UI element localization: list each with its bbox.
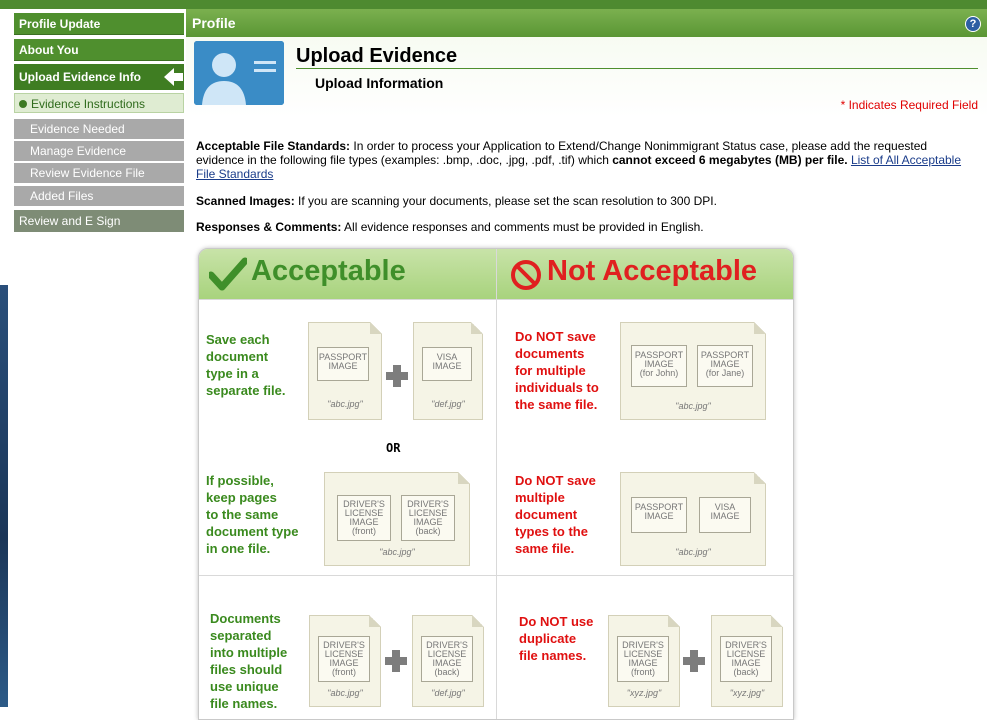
row-divider (199, 575, 793, 576)
arrow-left-icon (162, 66, 184, 88)
file-name-label: "xyz.jpg" (626, 688, 662, 698)
file-standards-label: Acceptable File Standards: (196, 139, 351, 153)
title-divider (296, 68, 978, 69)
sidebar-item-label: Manage Evidence (30, 144, 127, 158)
help-icon[interactable]: ? (965, 16, 981, 32)
sidebar-item-upload-evidence-info[interactable] (14, 64, 184, 90)
sidebar-item-label: About You (19, 43, 79, 57)
document-image (608, 615, 680, 707)
file-name-label: "def.jpg" (431, 399, 465, 409)
main-content (186, 9, 987, 711)
checkmark-icon (209, 257, 247, 291)
document-image (412, 615, 484, 707)
sidebar-item-label: Added Files (30, 189, 94, 203)
section-header-title: Profile (192, 15, 236, 31)
scanned-images-text: If you are scanning your documents, please set the scan resolution to 300 DPI. (294, 194, 717, 208)
drivers-license-image-box: DRIVER'S LICENSE IMAGE (front) (337, 495, 391, 541)
page-subtitle: Upload Information (315, 75, 444, 91)
sidebar-item-label: Evidence Needed (30, 122, 125, 136)
sidebar-item-profile-update[interactable] (14, 13, 184, 35)
row-divider (199, 299, 793, 300)
file-standards-link[interactable]: List of All Acceptable File Standards (196, 153, 962, 181)
or-label: OR (386, 441, 401, 455)
scanned-images-label: Scanned Images: (196, 194, 295, 208)
sidebar-item-evidence-needed[interactable] (14, 119, 184, 139)
document-image (324, 472, 470, 566)
not-acceptable-heading: Not Acceptable (547, 255, 758, 287)
not-acceptable-rule-3: Do NOT use duplicate file names. (519, 614, 594, 663)
file-name-label: "abc.jpg" (675, 401, 711, 411)
sidebar-item-review-and-e-sign[interactable] (14, 210, 184, 232)
prohibited-icon (510, 259, 542, 291)
file-name-label: "abc.jpg" (327, 688, 363, 698)
drivers-license-image-box: DRIVER'S LICENSE IMAGE (back) (421, 636, 473, 682)
document-image (308, 322, 382, 420)
passport-image-box: PASSPORT IMAGE (for John) (631, 345, 687, 387)
file-size-limit: cannot exceed 6 megabytes (MB) per file. (612, 153, 848, 167)
column-divider (496, 249, 497, 719)
passport-image-box: PASSPORT IMAGE (631, 497, 687, 533)
sidebar-item-evidence-instructions[interactable] (14, 93, 184, 113)
document-image (620, 472, 766, 566)
sidebar-item-label: Evidence Instructions (31, 97, 146, 111)
file-name-label: "abc.jpg" (379, 547, 415, 557)
acceptable-rule-1: Save each document type in a separate file. (206, 332, 286, 398)
document-image (711, 615, 783, 707)
sidebar-item-label: Review and E Sign (19, 214, 121, 228)
visa-image-box: VISA IMAGE (422, 347, 472, 381)
sidebar-item-label: Review Evidence File (30, 166, 145, 180)
sidebar-item-label: Profile Update (19, 17, 101, 31)
sidebar-item-review-evidence-file[interactable] (14, 163, 184, 183)
plus-icon (385, 650, 407, 672)
acceptable-heading: Acceptable (251, 255, 406, 287)
page-title: Upload Evidence (296, 45, 458, 67)
acceptable-rule-3: Documents separated into multiple files should use unique file names. (210, 611, 288, 711)
passport-image-box: PASSPORT IMAGE (317, 347, 369, 381)
document-image (620, 322, 766, 420)
passport-image-box: PASSPORT IMAGE (for Jane) (697, 345, 753, 387)
not-acceptable-rule-2: Do NOT save multiple document types to the same file. (515, 473, 596, 556)
user-profile-icon (194, 41, 284, 105)
file-standards-text: In order to process your Application to Extend/Change Nonimmigrant Status case, please add the requested evidence in the following file types (examples: .bmp, .doc, .jpg, .pdf, .tif) which (196, 139, 928, 167)
visa-image-box: VISA IMAGE (699, 497, 751, 533)
required-field-note: * Indicates Required Field (840, 98, 978, 112)
drivers-license-image-box: DRIVER'S LICENSE IMAGE (front) (617, 636, 669, 682)
file-name-label: "abc.jpg" (327, 399, 363, 409)
file-name-label: "def.jpg" (431, 688, 465, 698)
file-standards-paragraph (196, 139, 976, 181)
drivers-license-image-box: DRIVER'S LICENSE IMAGE (front) (318, 636, 370, 682)
sidebar-item-manage-evidence[interactable] (14, 141, 184, 161)
file-guidelines-graphic (198, 248, 794, 720)
document-image (413, 322, 483, 420)
responses-text: All evidence responses and comments must be provided in English. (341, 220, 704, 234)
not-acceptable-rule-1: Do NOT save documents for multiple individuals to the same file. (515, 329, 599, 412)
drivers-license-image-box: DRIVER'S LICENSE IMAGE (back) (401, 495, 455, 541)
top-bar (0, 0, 987, 9)
file-name-label: "abc.jpg" (675, 547, 711, 557)
drivers-license-image-box: DRIVER'S LICENSE IMAGE (back) (720, 636, 772, 682)
scanned-images-paragraph (196, 194, 976, 208)
acceptable-rule-2: If possible, keep pages to the same document type in one file. (206, 473, 299, 556)
sidebar-item-about-you[interactable] (14, 39, 184, 61)
sidebar-item-label: Upload Evidence Info (19, 70, 142, 84)
current-step-icon (19, 100, 27, 108)
plus-icon (386, 365, 408, 387)
responses-paragraph (196, 220, 976, 234)
background-edge (0, 285, 8, 707)
sidebar-nav (12, 9, 186, 707)
file-name-label: "xyz.jpg" (729, 688, 765, 698)
plus-icon (683, 650, 705, 672)
sidebar-item-added-files[interactable] (14, 186, 184, 206)
section-header (186, 9, 987, 37)
document-image (309, 615, 381, 707)
responses-label: Responses & Comments: (196, 220, 342, 234)
